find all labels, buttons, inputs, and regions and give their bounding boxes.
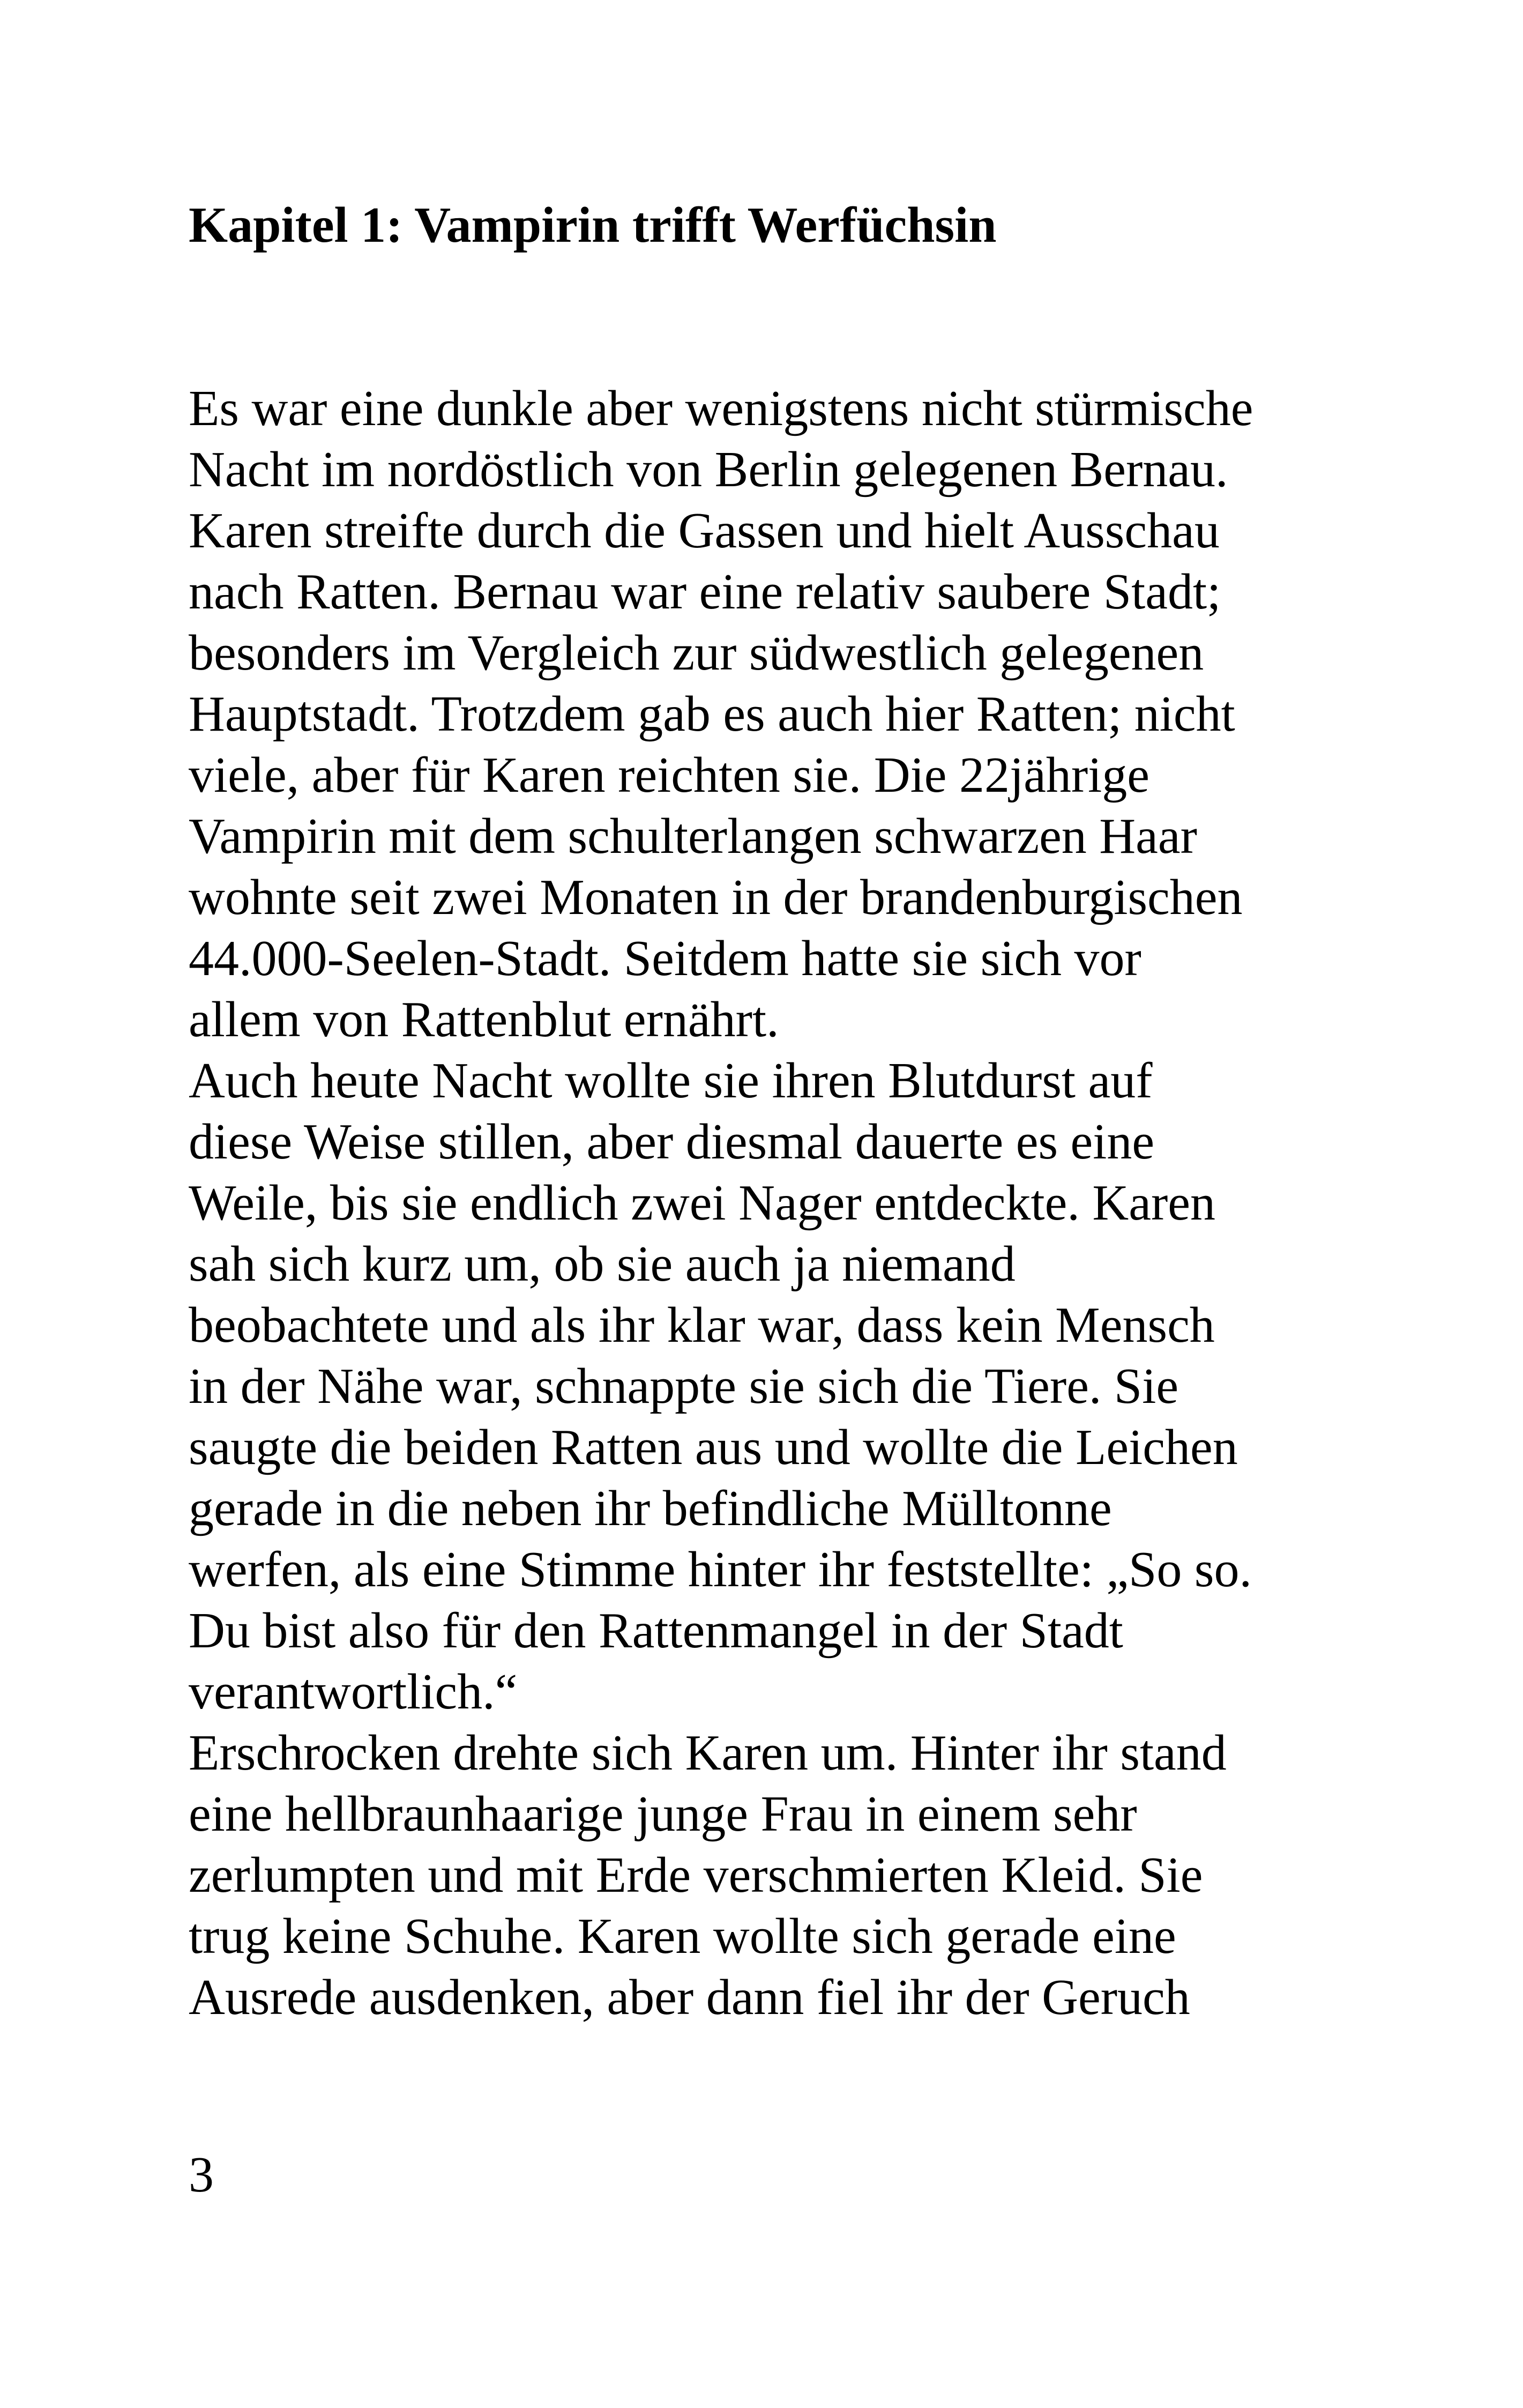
text-line: zerlumpten und mit Erde verschmierten Kleid. Sie xyxy=(189,1847,1203,1903)
text-line: diese Weise stillen, aber diesmal dauerte es eine xyxy=(189,1114,1155,1170)
text-line: in der Nähe war, schnappte sie sich die Tiere. Sie xyxy=(189,1358,1179,1414)
text-line: werfen, als eine Stimme hinter ihr feststellte: „So so. xyxy=(189,1542,1252,1597)
text-line: wohnte seit zwei Monaten in der brandenburgischen xyxy=(189,869,1243,925)
body-text xyxy=(189,378,1368,2028)
text-line: trug keine Schuhe. Karen wollte sich gerade eine xyxy=(189,1908,1176,1964)
text-line: allem von Rattenblut ernährt. xyxy=(189,992,779,1047)
text-line: Erschrocken drehte sich Karen um. Hinter ihr stand xyxy=(189,1725,1227,1781)
text-line: eine hellbraunhaarige junge Frau in einem sehr xyxy=(189,1786,1137,1842)
chapter-title: Kapitel 1: Vampirin trifft Werfüchsin xyxy=(189,197,997,253)
text-line: Karen streifte durch die Gassen und hielt Ausschau xyxy=(189,503,1220,559)
text-line: nach Ratten. Bernau war eine relativ saubere Stadt; xyxy=(189,564,1221,620)
page-number: 3 xyxy=(189,2147,214,2203)
text-line: beobachtete und als ihr klar war, dass kein Mensch xyxy=(189,1297,1215,1353)
text-line: Es war eine dunkle aber wenigstens nicht stürmische xyxy=(189,381,1253,436)
text-line: Vampirin mit dem schulterlangen schwarzen Haar xyxy=(189,808,1197,864)
text-line: gerade in die neben ihr befindliche Mülltonne xyxy=(189,1481,1112,1536)
text-line: Nacht im nordöstlich von Berlin gelegenen Bernau. xyxy=(189,442,1228,497)
text-line: Du bist also für den Rattenmangel in der Stadt xyxy=(189,1603,1123,1659)
text-line: Auch heute Nacht wollte sie ihren Blutdurst auf xyxy=(189,1053,1153,1109)
text-line: Weile, bis sie endlich zwei Nager entdeckte. Karen xyxy=(189,1175,1215,1231)
text-line: Ausrede ausdenken, aber dann fiel ihr der Geruch xyxy=(189,1969,1190,2025)
text-line: sah sich kurz um, ob sie auch ja niemand xyxy=(189,1236,1016,1292)
text-line: besonders im Vergleich zur südwestlich gelegenen xyxy=(189,625,1204,681)
text-line: 44.000-Seelen-Stadt. Seitdem hatte sie sich vor xyxy=(189,931,1141,986)
text-line: verantwortlich.“ xyxy=(189,1664,518,1720)
text-line: viele, aber für Karen reichten sie. Die 22jährige xyxy=(189,747,1149,803)
text-line: saugte die beiden Ratten aus und wollte die Leichen xyxy=(189,1419,1238,1475)
text-line: Hauptstadt. Trotzdem gab es auch hier Ratten; nicht xyxy=(189,686,1235,742)
